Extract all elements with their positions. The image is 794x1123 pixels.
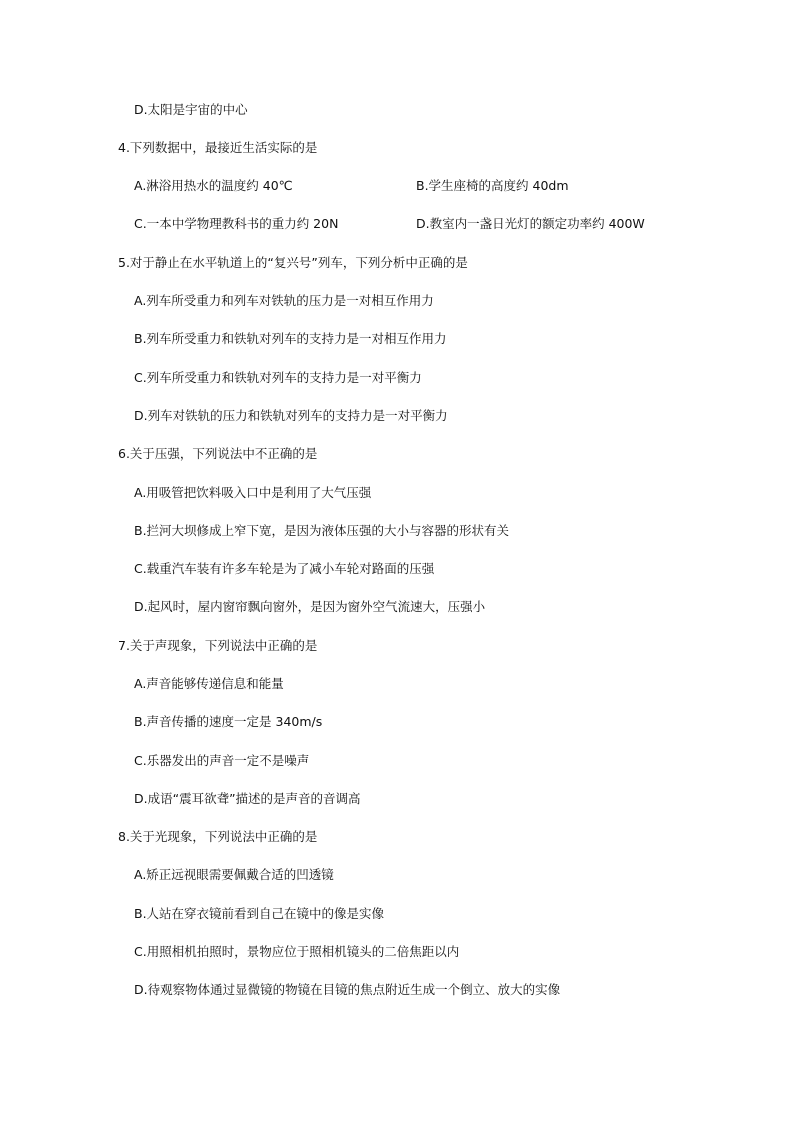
option-6a: A.用吸管把饮料吸入口中是利用了大气压强 bbox=[134, 485, 372, 500]
option-7d: D.成语“震耳欲聋”描述的是声音的音调高 bbox=[134, 791, 361, 806]
option-4c: C.一本中学物理教科书的重力约 20N bbox=[134, 216, 339, 231]
option-5b: B.列车所受重力和铁轨对列车的支持力是一对相互作用力 bbox=[134, 331, 447, 346]
option-6d: D.起风时，屋内窗帘飘向窗外，是因为窗外空气流速大，压强小 bbox=[134, 599, 486, 614]
option-7b: B.声音传播的速度一定是 340m/s bbox=[134, 714, 323, 729]
question-6: 6.关于压强，下列说法中不正确的是 bbox=[118, 446, 318, 461]
question-5: 5.对于静止在水平轨道上的“复兴号”列车，下列分析中正确的是 bbox=[118, 255, 468, 270]
option-4a: A.淋浴用热水的温度约 40℃ bbox=[134, 178, 293, 193]
option-6c: C.载重汽车装有许多车轮是为了减小车轮对路面的压强 bbox=[134, 561, 435, 576]
option-8a: A.矫正远视眼需要佩戴合适的凹透镜 bbox=[134, 867, 334, 882]
option-4d: D.教室内一盏日光灯的额定功率约 400W bbox=[416, 216, 645, 231]
option-5a: A.列车所受重力和列车对铁轨的压力是一对相互作用力 bbox=[134, 293, 434, 308]
option-8c: C.用照相机拍照时，景物应位于照相机镜头的二倍焦距以内 bbox=[134, 944, 460, 959]
option-5d: D.列车对铁轨的压力和铁轨对列车的支持力是一对平衡力 bbox=[134, 408, 448, 423]
option-5c: C.列车所受重力和铁轨对列车的支持力是一对平衡力 bbox=[134, 370, 422, 385]
question-7: 7.关于声现象，下列说法中正确的是 bbox=[118, 638, 318, 653]
question-8: 8.关于光现象，下列说法中正确的是 bbox=[118, 829, 318, 844]
option-8b: B.人站在穿衣镜前看到自己在镜中的像是实像 bbox=[134, 906, 385, 921]
option-4b: B.学生座椅的高度约 40dm bbox=[416, 178, 569, 193]
option-3d: D.太阳是宇宙的中心 bbox=[134, 102, 248, 117]
option-8d: D.待观察物体通过显微镜的物镜在目镜的焦点附近生成一个倒立、放大的实像 bbox=[134, 982, 561, 997]
question-4: 4.下列数据中，最接近生活实际的是 bbox=[118, 140, 318, 155]
option-7c: C.乐器发出的声音一定不是噪声 bbox=[134, 753, 310, 768]
option-6b: B.拦河大坝修成上窄下宽，是因为液体压强的大小与容器的形状有关 bbox=[134, 523, 510, 538]
option-7a: A.声音能够传递信息和能量 bbox=[134, 676, 284, 691]
